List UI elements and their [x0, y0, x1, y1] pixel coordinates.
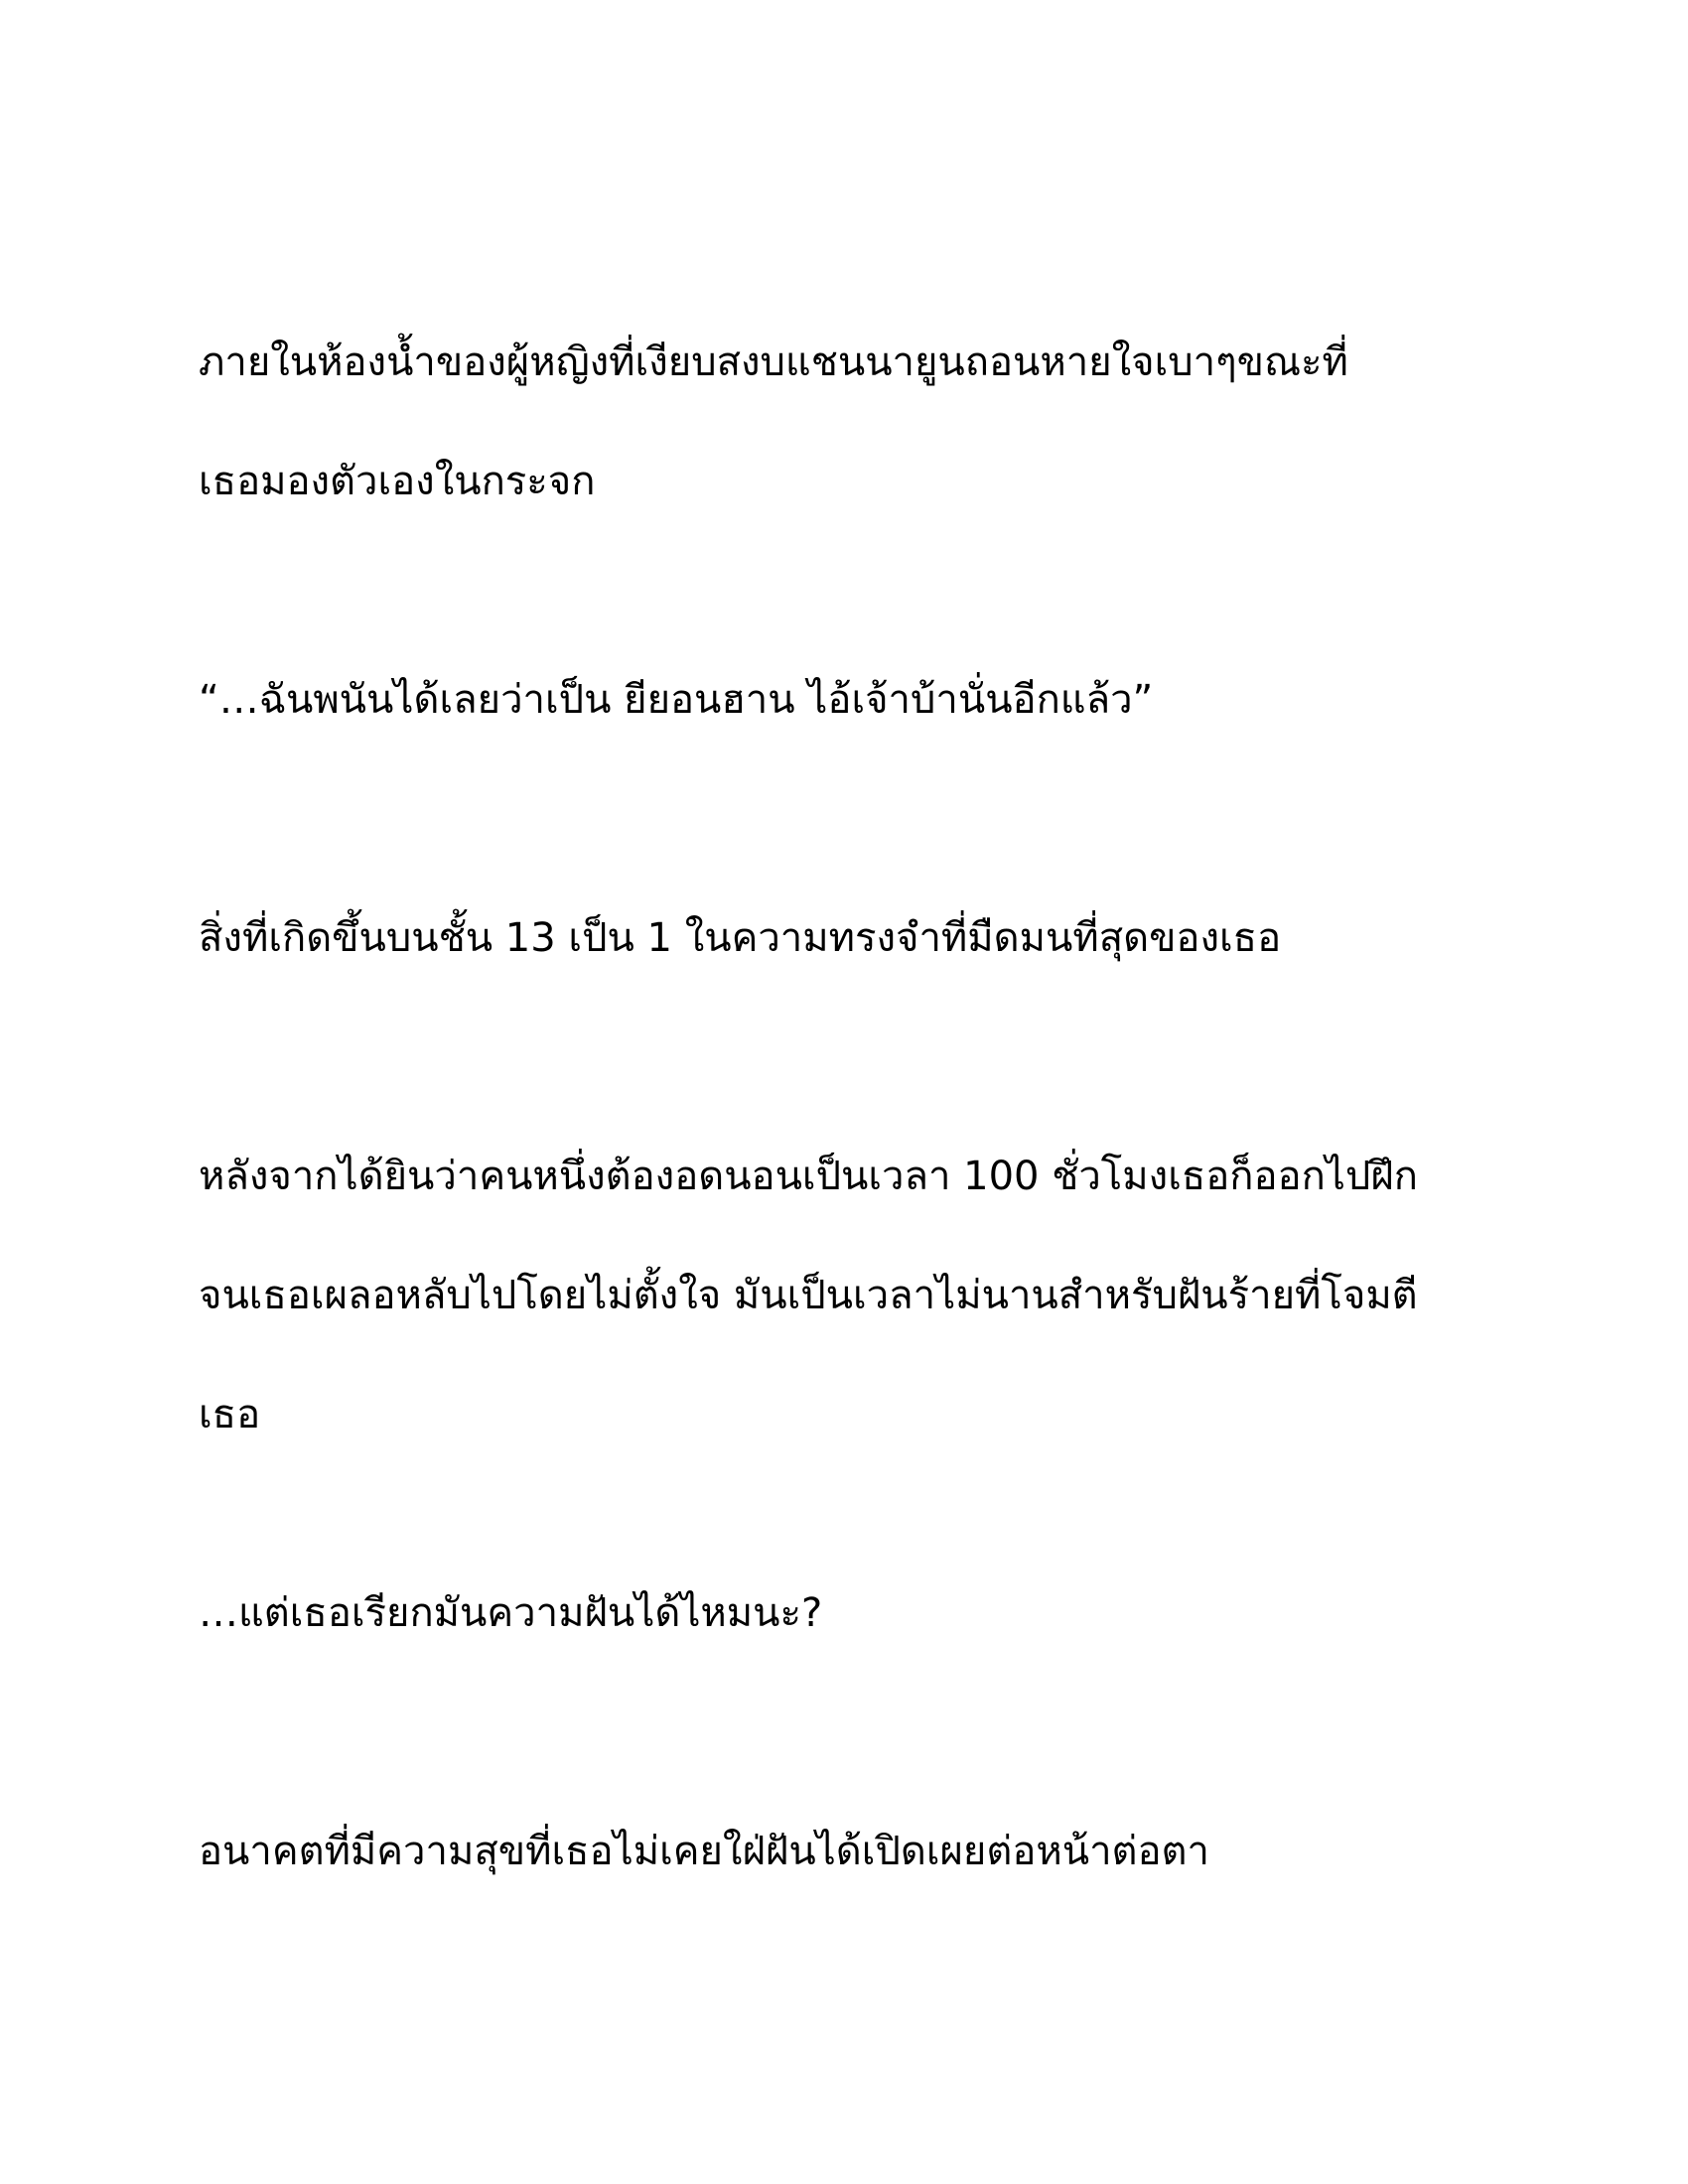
paragraph-6	[199, 1792, 1489, 1911]
text-line: จนเธอเผลอหลับไปโดยไม่ตั้งใจ มันเป็นเวลาไม่นานสำหรับฝันร้ายที่โจมตี	[199, 1273, 1418, 1318]
text-line: หลังจากได้ยินว่าคนหนึ่งต้องอดนอนเป็นเวลา 100 ชั่วโมงเธอก็ออกไปฝึก	[199, 1154, 1418, 1199]
paragraph-4	[199, 1117, 1489, 1474]
text-line: เธอมองตัวเองในกระจก	[199, 459, 596, 504]
text-line: …แต่เธอเรียกมันความฝันได้ไหมนะ?	[199, 1590, 823, 1636]
paragraph-3	[199, 879, 1489, 998]
paragraph-5	[199, 1554, 1489, 1673]
text-line: “…ฉันพนันได้เลยว่าเป็น ยียอนฮาน ไอ้เจ้าบ้านั่นอีกแล้ว”	[199, 677, 1154, 723]
paragraph-2	[199, 640, 1489, 759]
text-line: อนาคตที่มีความสุขที่เธอไม่เคยใฝ่ฝันได้เปิดเผยต่อหน้าต่อตา	[199, 1829, 1209, 1874]
paragraph-1	[199, 303, 1489, 541]
text-line: ภายในห้องน้ำของผู้หญิงที่เงียบสงบแชนนายูนถอนหายใจเบาๆขณะที่	[199, 340, 1348, 385]
text-line: เธอ	[199, 1392, 261, 1437]
text-line: สิ่งที่เกิดขึ้นบนชั้น 13 เป็น 1 ในความทรงจำที่มืดมนที่สุดของเธอ	[199, 915, 1282, 961]
